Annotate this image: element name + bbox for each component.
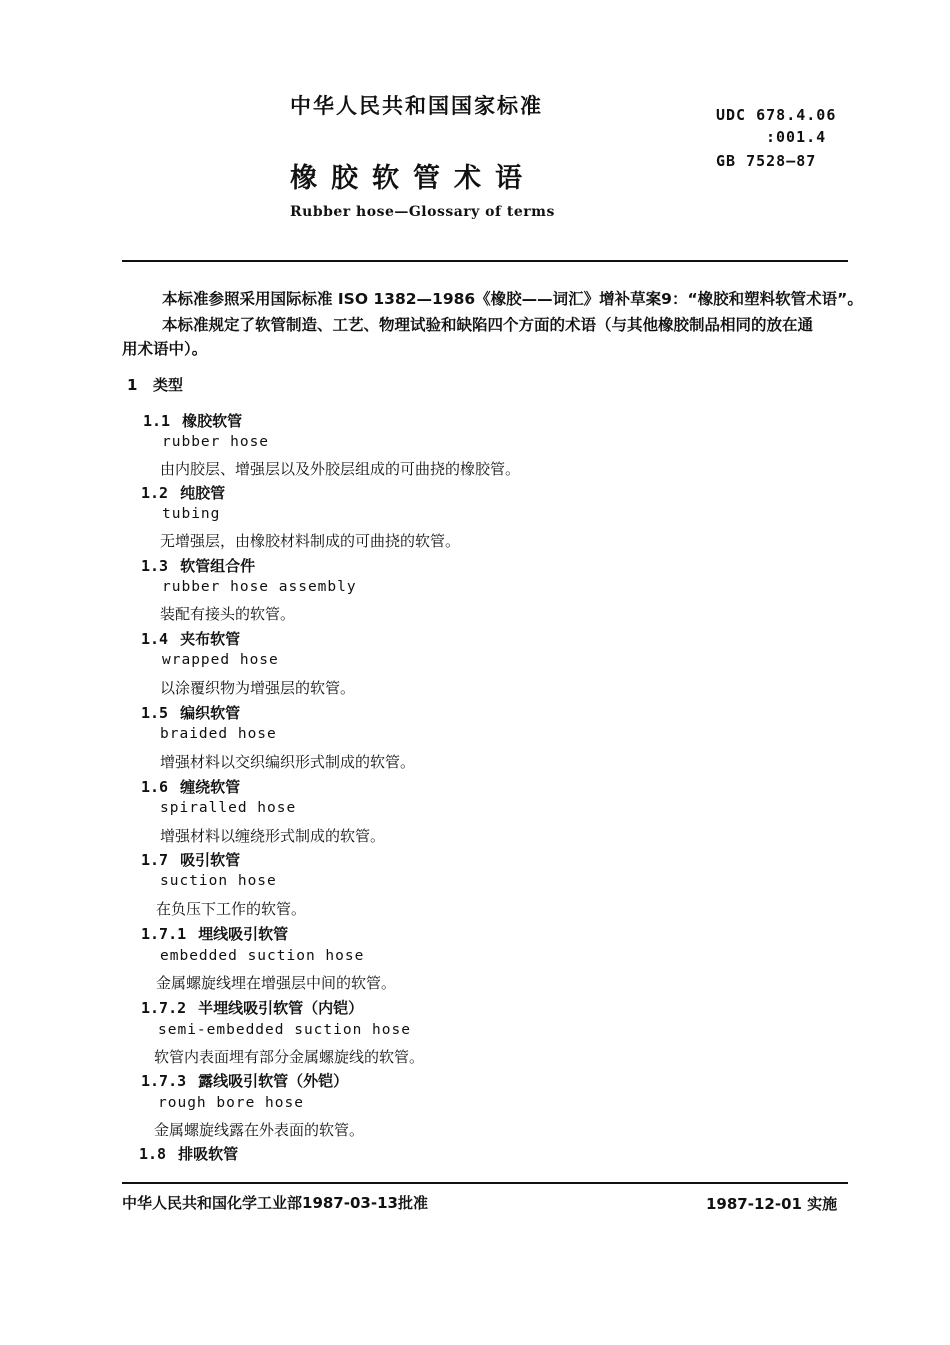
document-title-cn: 橡胶软管术语 (290, 163, 536, 194)
term-cn: 吸引软管 (180, 851, 241, 869)
term-en: suction hose (160, 873, 277, 889)
term-number: 1.7 (141, 851, 169, 869)
term-number: 1.6 (141, 778, 169, 796)
term-definition: 无增强层，由橡胶材料制成的可曲挠的软管。 (160, 532, 461, 550)
term-number: 1.7.1 (141, 925, 187, 943)
intro-paragraph-2: 本标准规定了软管制造、工艺、物理试验和缺陷四个方面的术语（与其他橡胶制品相同的放在通 (162, 316, 814, 334)
term-cn: 露线吸引软管（外铠） (198, 1072, 349, 1090)
term-cn: 软管组合件 (180, 557, 256, 575)
term-definition: 以涂覆织物为增强层的软管。 (160, 679, 356, 697)
term-definition: 增强材料以交织编织形式制成的软管。 (160, 753, 416, 771)
term-heading (141, 702, 240, 723)
term-number: 1.7.2 (141, 999, 187, 1017)
term-definition: 装配有接头的软管。 (160, 605, 296, 623)
term-cn: 橡胶软管 (182, 412, 243, 430)
term-definition: 由内胶层、增强层以及外胶层组成的可曲挠的橡胶管。 (160, 460, 521, 478)
term-heading (141, 849, 240, 870)
term-en: tubing (162, 506, 221, 522)
gb-code: GB 7528—87 (716, 152, 817, 170)
intro-paragraph-1: 本标准参照采用国际标准 ISO 1382—1986《橡胶——词汇》增补草案9：“橡胶和塑料软管术语”。 (162, 290, 863, 308)
term-en: rough bore hose (158, 1095, 304, 1111)
term-en: semi-embedded suction hose (158, 1022, 411, 1038)
effective-date: 1987-12-01 实施 (706, 1195, 838, 1213)
term-definition: 金属螺旋线露在外表面的软管。 (154, 1121, 365, 1139)
intro-paragraph-2-continued: 用术语中）。 (122, 340, 208, 358)
term-heading (141, 997, 363, 1018)
term-cn: 编织软管 (180, 704, 241, 722)
term-heading (141, 482, 225, 503)
udc-code-continued: :001.4 (766, 128, 827, 146)
term-heading (141, 628, 240, 649)
term-en: wrapped hose (162, 652, 279, 668)
term-definition: 金属螺旋线埋在增强层中间的软管。 (156, 974, 397, 992)
term-definition: 增强材料以缠绕形式制成的软管。 (160, 827, 386, 845)
term-number: 1.7.3 (141, 1072, 187, 1090)
term-en: braided hose (160, 726, 277, 742)
standard-name: 中华人民共和国国家标准 (290, 94, 543, 118)
term-heading (139, 1143, 238, 1164)
term-definition: 软管内表面埋有部分金属螺旋线的软管。 (154, 1048, 425, 1066)
term-cn: 夹布软管 (180, 630, 241, 648)
term-cn: 埋线吸引软管 (198, 925, 289, 943)
term-heading (141, 555, 255, 576)
term-en: rubber hose assembly (162, 579, 357, 595)
term-definition: 在负压下工作的软管。 (156, 900, 307, 918)
term-en: spiralled hose (160, 800, 297, 816)
section-heading (127, 374, 183, 395)
term-heading (141, 1070, 348, 1091)
term-number: 1.5 (141, 704, 169, 722)
term-number: 1.8 (139, 1145, 167, 1163)
term-number: 1.4 (141, 630, 169, 648)
term-heading (143, 410, 242, 431)
term-en: rubber hose (162, 434, 270, 450)
term-number: 1.1 (143, 412, 171, 430)
udc-code: UDC 678.4.06 (716, 106, 837, 124)
term-cn: 纯胶管 (180, 484, 226, 502)
term-cn: 缠绕软管 (180, 778, 241, 796)
term-heading (141, 923, 288, 944)
section-number: 1 (127, 376, 138, 394)
term-en: embedded suction hose (160, 948, 365, 964)
document-title-en: Rubber hose—Glossary of terms (290, 204, 555, 220)
term-number: 1.2 (141, 484, 169, 502)
section-title: 类型 (153, 376, 184, 394)
term-number: 1.3 (141, 557, 169, 575)
header-divider (122, 260, 848, 262)
approval-date: 中华人民共和国化学工业部1987-03-13批准 (122, 1194, 428, 1212)
footer-divider (122, 1182, 848, 1184)
term-cn: 半埋线吸引软管（内铠） (198, 999, 364, 1017)
term-heading (141, 776, 240, 797)
term-cn: 排吸软管 (178, 1145, 239, 1163)
